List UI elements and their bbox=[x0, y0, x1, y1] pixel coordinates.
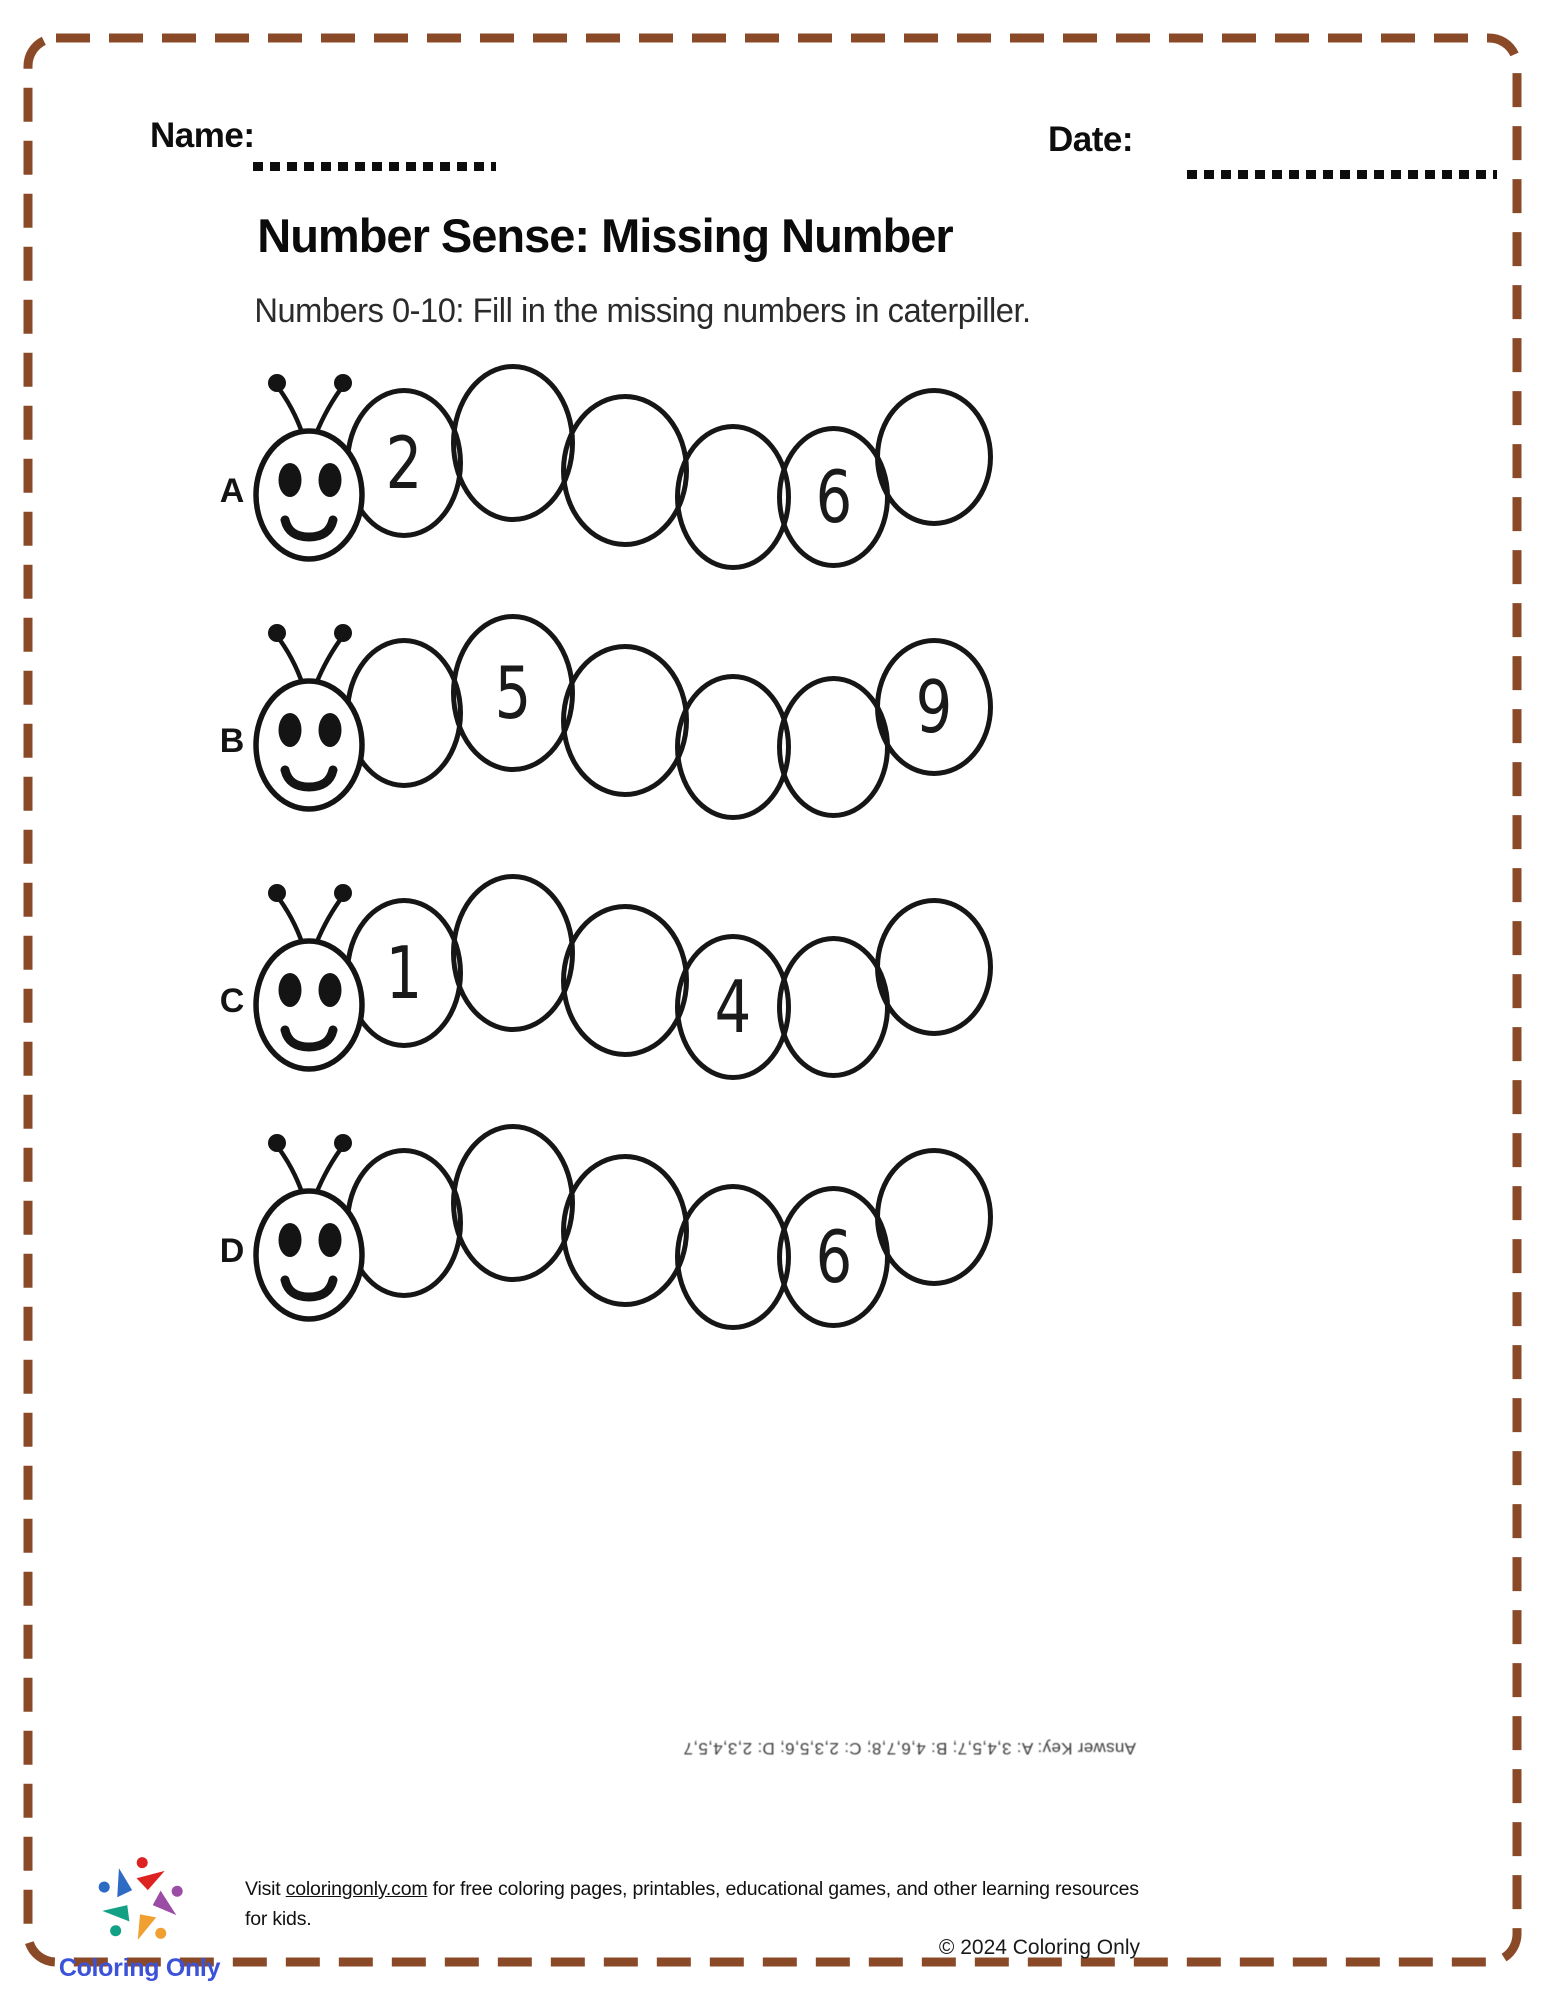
segment-blank[interactable] bbox=[561, 1154, 689, 1307]
segment-blank[interactable] bbox=[675, 934, 791, 1080]
segment-blank[interactable] bbox=[675, 1184, 791, 1330]
segment-blank[interactable] bbox=[875, 1148, 993, 1286]
date-blank-line[interactable] bbox=[1187, 170, 1497, 179]
row-label: D bbox=[219, 1232, 245, 1270]
footer-visit-text bbox=[245, 1874, 1145, 1934]
copyright-text: © 2024 Coloring Only bbox=[938, 1936, 1140, 1959]
segment-blank[interactable] bbox=[777, 1186, 890, 1328]
row-label: C bbox=[219, 982, 245, 1020]
segment-blank[interactable] bbox=[777, 676, 890, 818]
segment-blank[interactable] bbox=[675, 674, 791, 820]
caterpillar-head-icon bbox=[247, 618, 377, 814]
segment-number: 4 bbox=[714, 965, 752, 1049]
segment-blank[interactable] bbox=[561, 394, 689, 547]
row-label: B bbox=[219, 722, 245, 760]
answer-key-upside-down: Answer Key: A: 3,4,5,7; B: 4,6,7,8; C: 2,3,5,6; D: 2,3,4,5,7 bbox=[683, 1739, 1136, 1758]
caterpillar-head-icon bbox=[247, 878, 377, 1074]
caterpillar-row-a bbox=[219, 380, 995, 615]
segment-number: 6 bbox=[815, 455, 852, 539]
page-title: Number Sense: Missing Number bbox=[257, 209, 953, 262]
segment-blank[interactable] bbox=[875, 898, 993, 1036]
visit-prefix: Visit bbox=[245, 1878, 286, 1900]
date-label: Date: bbox=[1048, 120, 1134, 159]
row-label: A bbox=[219, 472, 245, 510]
segment-blank[interactable] bbox=[451, 364, 575, 522]
segment-blank[interactable] bbox=[561, 904, 689, 1057]
name-blank-line[interactable] bbox=[253, 162, 496, 171]
caterpillar-row-d bbox=[219, 1140, 995, 1375]
segment-number: 2 bbox=[385, 421, 423, 505]
coloring-only-logo bbox=[52, 1855, 227, 1983]
segment-blank[interactable] bbox=[451, 874, 575, 1032]
caterpillar-head-icon bbox=[247, 368, 377, 564]
segment-blank[interactable] bbox=[451, 614, 575, 772]
name-label: Name: bbox=[150, 116, 255, 155]
coloringonly-link[interactable]: coloringonly.com bbox=[285, 1878, 428, 1900]
segment-blank[interactable] bbox=[875, 638, 993, 776]
coloring-only-logo-icon bbox=[92, 1855, 188, 1947]
segment-blank[interactable] bbox=[561, 644, 689, 797]
segment-blank[interactable] bbox=[777, 936, 890, 1078]
logo-text: Coloring Only bbox=[58, 1954, 221, 1982]
caterpillar-head-icon bbox=[247, 1128, 377, 1324]
segment-number: 5 bbox=[494, 651, 532, 735]
caterpillar-row-c bbox=[219, 890, 995, 1125]
segment-number: 1 bbox=[385, 931, 423, 1015]
segment-blank[interactable] bbox=[451, 1124, 575, 1282]
segment-blank[interactable] bbox=[675, 424, 791, 570]
segment-blank[interactable] bbox=[875, 388, 993, 526]
instructions: Numbers 0-10: Fill in the missing numbers in caterpiller. bbox=[254, 292, 1031, 330]
segment-blank[interactable] bbox=[777, 426, 890, 568]
segment-number: 9 bbox=[915, 665, 953, 749]
segment-number: 6 bbox=[815, 1215, 852, 1299]
caterpillar-row-b bbox=[219, 630, 995, 865]
visit-suffix: for free coloring pages, printables, educational games, and other learning resources for kids. bbox=[245, 1878, 1139, 1931]
